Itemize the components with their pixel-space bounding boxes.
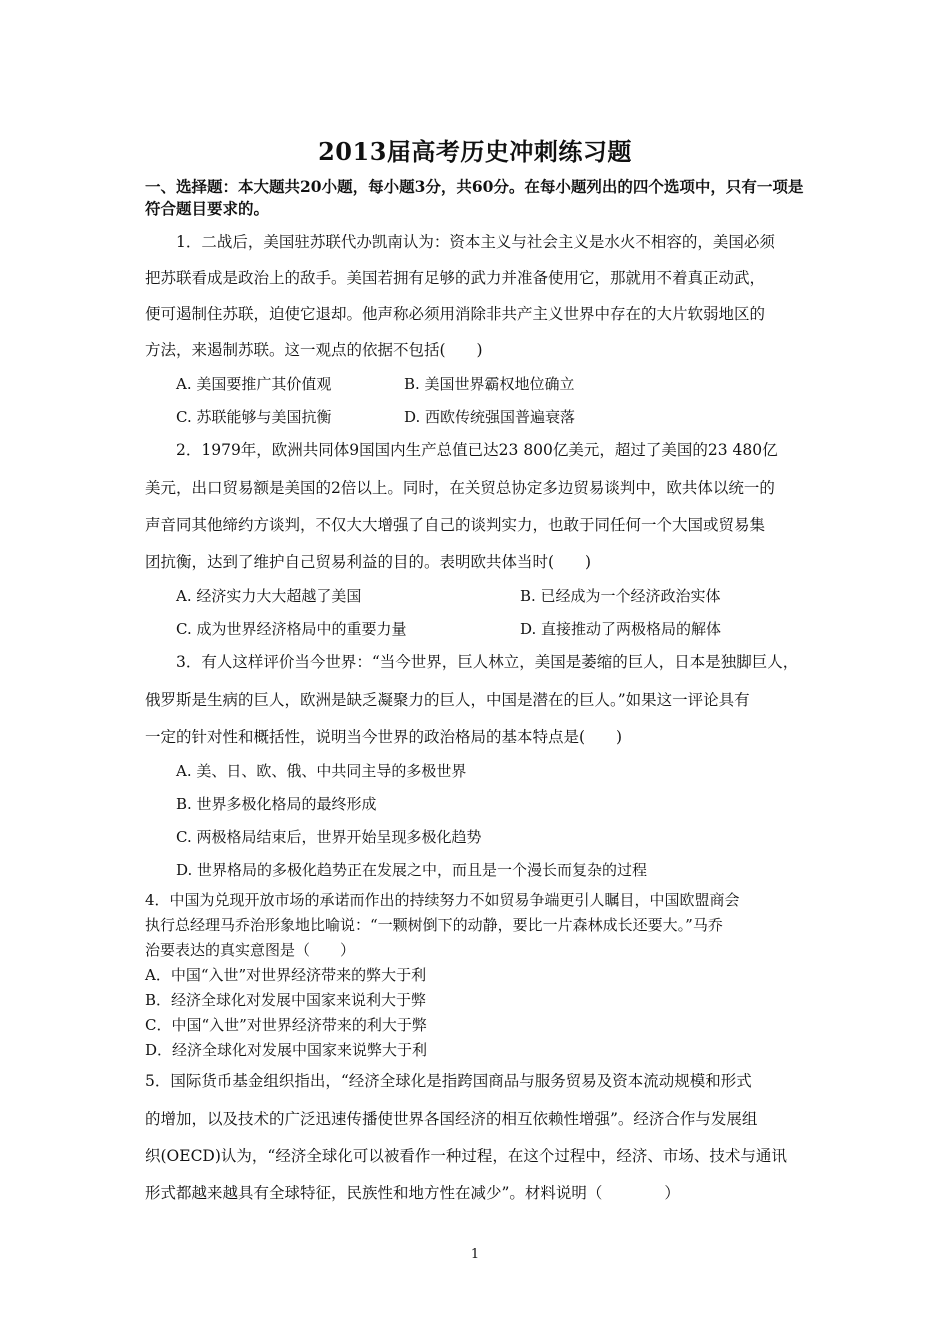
question-3-option-d: D. 世界格局的多极化趋势正在发展之中，而且是一个漫长而复杂的过程: [176, 861, 648, 879]
question-2-option-d: D. 直接推动了两极格局的解体: [520, 620, 722, 638]
question-5-line-2: 的增加，以及技术的广泛迅速传播使世界各国经济的相互依赖性增强”。经济合作与发展组: [145, 1110, 758, 1128]
question-1-line-3: 便可遏制住苏联，迫使它退却。他声称必须用消除非共产主义世界中存在的大片软弱地区的: [145, 305, 766, 323]
question-4-option-b: B．经济全球化对发展中国家来说利大于弊: [145, 991, 427, 1009]
question-3-option-a: A. 美、日、欧、俄、中共同主导的多极世界: [176, 762, 467, 780]
question-3-option-b: B. 世界多极化格局的最终形成: [176, 795, 377, 813]
question-2-option-c: C. 成为世界经济格局中的重要力量: [176, 620, 407, 638]
question-5-line-4: 形式都越来越具有全球特征，民族性和地方性在减少”。材料说明（ ）: [145, 1184, 680, 1202]
question-3-option-c: C. 两极格局结束后，世界开始呈现多极化趋势: [176, 828, 482, 846]
question-4-option-a: A．中国“入世”对世界经济带来的弊大于利: [145, 966, 427, 984]
document-title: 2013届高考历史冲刺练习题: [318, 137, 632, 166]
question-3-line-2: 俄罗斯是生病的巨人，欧洲是缺乏凝聚力的巨人，中国是潜在的巨人。”如果这一评论具有: [145, 691, 750, 709]
question-2-option-b: B. 已经成为一个经济政治实体: [520, 587, 721, 605]
section-heading: 一、选择题：本大题共20小题，每小题3分，共60分。在每小题列出的四个选项中，只有一项是符合题目要求的。: [145, 177, 804, 218]
question-2-line-2: 美元，出口贸易额是美国的2倍以上。同时，在关贸总协定多边贸易谈判中，欧共体以统一的: [145, 479, 775, 497]
question-4-line-1: 4．中国为兑现开放市场的承诺而作出的持续努力不如贸易争端更引人瞩目，中国欧盟商会: [145, 891, 740, 909]
question-4-line-2: 执行总经理马乔治形象地比喻说：“一颗树倒下的动静，要比一片森林成长还要大。”马乔: [145, 916, 723, 934]
question-1-option-b: B. 美国世界霸权地位确立: [404, 375, 575, 393]
question-1-option-d: D. 西欧传统强国普遍衰落: [404, 408, 576, 426]
question-1-line-4: 方法，来遏制苏联。这一观点的依据不包括( ): [145, 341, 483, 359]
question-2-line-4: 团抗衡，达到了维护自己贸易利益的目的。表明欧共体当时( ): [145, 553, 592, 571]
question-3-line-1: 3．有人这样评价当今世界：“当今世界，巨人林立，美国是萎缩的巨人，日本是独脚巨人，: [176, 653, 799, 671]
question-4-option-d: D．经济全球化对发展中国家来说弊大于利: [145, 1041, 428, 1059]
question-3-line-3: 一定的针对性和概括性，说明当今世界的政治格局的基本特点是( ): [145, 728, 623, 746]
question-2-option-a: A. 经济实力大大超越了美国: [176, 587, 362, 605]
question-1-line-1: 1．二战后，美国驻苏联代办凯南认为：资本主义与社会主义是水火不相容的，美国必须: [176, 233, 775, 251]
page-number: 1: [470, 1247, 480, 1262]
question-2-line-3: 声音同其他缔约方谈判，不仅大大增强了自己的谈判实力，也敢于同任何一个大国或贸易集: [145, 516, 766, 534]
question-1-option-a: A. 美国要推广其价值观: [176, 375, 332, 393]
question-5-line-3: 织(OECD)认为，“经济全球化可以被看作一种过程，在这个过程中，经济、市场、技术与通讯: [145, 1147, 787, 1165]
question-4-line-3: 治要表达的真实意图是（ ）: [145, 941, 356, 959]
question-1-option-c: C. 苏联能够与美国抗衡: [176, 408, 332, 426]
question-1-line-2: 把苏联看成是政治上的敌手。美国若拥有足够的武力并准备使用它，那就用不着真正动武，: [145, 269, 766, 287]
question-4-option-c: C．中国“入世”对世界经济带来的利大于弊: [145, 1016, 427, 1034]
question-5-line-1: 5．国际货币基金组织指出，“经济全球化是指跨国商品与服务贸易及资本流动规模和形式: [145, 1072, 752, 1090]
question-2-line-1: 2．1979年，欧洲共同体9国国内生产总值已达23 800亿美元，超过了美国的23 480亿: [176, 441, 778, 459]
